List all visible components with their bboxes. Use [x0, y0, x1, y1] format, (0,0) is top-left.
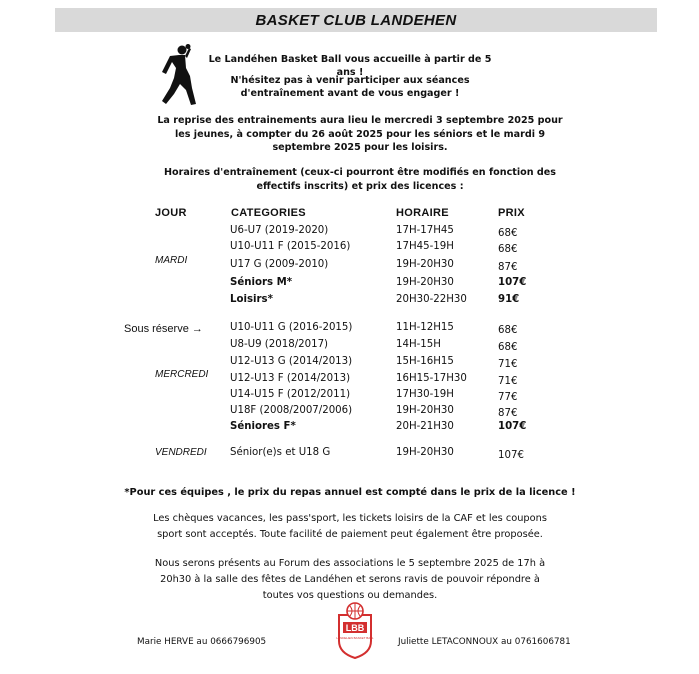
- forum-line: toutes vos questions ou demandes.: [262, 590, 438, 601]
- category-cell: Loisirs*: [230, 294, 273, 305]
- header-jour: JOUR: [155, 207, 187, 219]
- category-cell: U18F (2008/2007/2006): [230, 405, 353, 416]
- basketball-player-icon: [152, 44, 198, 112]
- reprise-line: les jeunes, à compter du 26 août 2025 pour les séniors et le mardi 9: [174, 128, 546, 140]
- header-horaire: HORAIRE: [396, 207, 449, 219]
- schedule-cell: 17H30-19H: [396, 389, 454, 400]
- intro-invite-line: d'entraînement avant de vous engager !: [240, 88, 460, 99]
- price-cell: 68€: [498, 325, 518, 336]
- schedule-cell: 20H-21H30: [396, 421, 454, 432]
- schedule-cell: 19H-20H30: [396, 405, 454, 416]
- category-cell: U17 G (2009-2010): [230, 259, 329, 270]
- day-vendredi: VENDREDI: [155, 447, 207, 458]
- category-cell: U10-U11 F (2015-2016): [230, 241, 351, 252]
- horaires-paragraph: [150, 166, 570, 193]
- sous-reserve-label: Sous réserve →: [124, 323, 203, 335]
- logo-subtext: LANDEHEN BASKET BALL: [336, 636, 374, 640]
- category-cell: Séniors M*: [230, 277, 293, 288]
- price-cell: 71€: [498, 359, 518, 370]
- schedule-cell: 19H-20H30: [396, 447, 454, 458]
- horaires-line: effectifs inscrits) et prix des licences :: [256, 180, 464, 192]
- category-cell: U12-U13 F (2014/2013): [230, 373, 351, 384]
- footnote: *Pour ces équipes , le prix du repas annuel est compté dans le prix de la licence !: [124, 487, 576, 498]
- category-cell: U14-U15 F (2012/2011): [230, 389, 351, 400]
- price-cell: 107€: [498, 421, 527, 432]
- club-logo: [335, 601, 375, 659]
- contact-juliette: Juliette LETACONNOUX au 0761606781: [398, 637, 571, 647]
- contact-marie: Marie HERVE au 0666796905: [137, 637, 267, 647]
- price-cell: 87€: [498, 262, 518, 273]
- category-cell: U8-U9 (2018/2017): [230, 339, 329, 350]
- payment-line: sport sont acceptés. Toute facilité de paiement peut également être proposée.: [157, 529, 543, 540]
- schedule-cell: 19H-20H30: [396, 277, 454, 288]
- category-cell: U12-U13 G (2014/2013): [230, 356, 353, 367]
- price-cell: 87€: [498, 408, 518, 419]
- page-title: BASKET CLUB LANDEHEN: [255, 11, 457, 29]
- price-cell: 68€: [498, 228, 518, 239]
- schedule-cell: 14H-15H: [396, 339, 441, 350]
- logo-text: LBB: [345, 623, 365, 633]
- category-cell: U6-U7 (2019-2020): [230, 225, 329, 236]
- category-cell: Séniores F*: [230, 421, 296, 432]
- day-mardi: MARDI: [155, 255, 188, 266]
- price-cell: 91€: [498, 294, 520, 305]
- price-cell: 68€: [498, 244, 518, 255]
- schedule-cell: 11H-12H15: [396, 322, 454, 333]
- schedule-cell: 19H-20H30: [396, 259, 454, 270]
- horaires-line: Horaires d'entraînement (ceux-ci pourront être modifiés en fonction des: [164, 167, 556, 178]
- price-cell: 107€: [498, 277, 527, 288]
- title-bar: [55, 8, 657, 32]
- intro-invite: [200, 74, 500, 100]
- payment-line: Les chèques vacances, les pass'sport, les tickets loisirs de la CAF et les coupons: [153, 513, 547, 524]
- forum-line: 20h30 à la salle des fêtes de Landéhen et serons ravis de pouvoir répondre à: [160, 574, 540, 585]
- price-cell: 71€: [498, 376, 518, 387]
- intro-invite-line: N'hésitez pas à venir participer aux séances: [230, 75, 470, 86]
- price-cell: 107€: [498, 450, 524, 461]
- forum-info: [130, 556, 570, 604]
- schedule-cell: 20H30-22H30: [396, 294, 467, 305]
- reprise-line: septembre 2025 pour les loisirs.: [272, 142, 448, 153]
- price-cell: 77€: [498, 392, 518, 403]
- reprise-paragraph: [150, 114, 570, 155]
- price-cell: 68€: [498, 342, 518, 353]
- payment-info: [130, 511, 570, 543]
- schedule-cell: 16H15-17H30: [396, 373, 467, 384]
- forum-line: Nous serons présents au Forum des associations le 5 septembre 2025 de 17h à: [154, 558, 546, 569]
- reprise-line: La reprise des entrainements aura lieu le mercredi 3 septembre 2025 pour: [157, 115, 563, 126]
- schedule-cell: 17H-17H45: [396, 225, 454, 236]
- header-categories: CATEGORIES: [231, 207, 306, 219]
- header-prix: PRIX: [498, 207, 525, 219]
- intro-welcome: Le Landéhen Basket Ball vous accueille à partir de 5 ans !: [208, 54, 492, 78]
- schedule-cell: 15H-16H15: [396, 356, 454, 367]
- category-cell: U10-U11 G (2016-2015): [230, 322, 353, 333]
- category-cell: Sénior(e)s et U18 G: [230, 447, 331, 458]
- day-mercredi: MERCREDI: [155, 369, 209, 380]
- schedule-cell: 17H45-19H: [396, 241, 454, 252]
